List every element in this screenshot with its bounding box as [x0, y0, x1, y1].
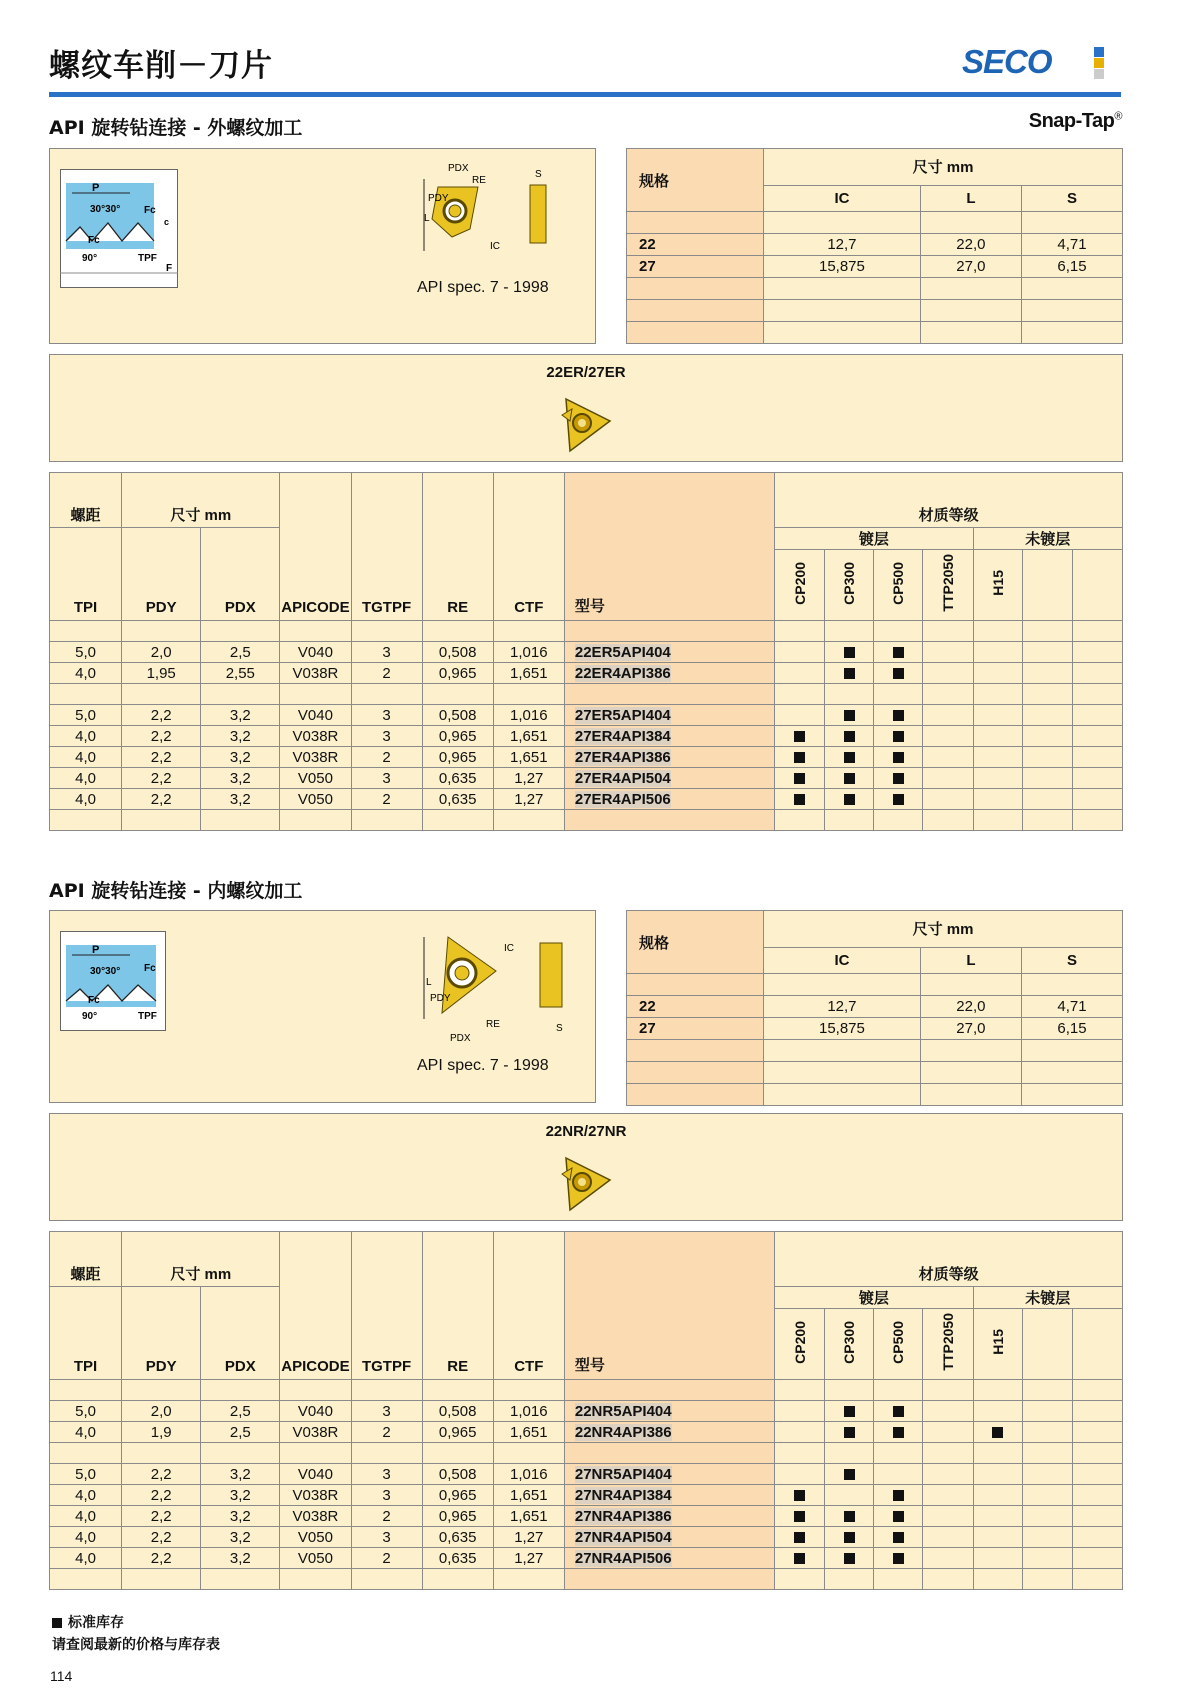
section-title-external: API 旋转钻连接 - 外螺纹加工: [49, 117, 303, 139]
stock-marker: [893, 668, 904, 679]
stock-marker: [794, 731, 805, 742]
insert-icon: [558, 393, 618, 455]
model-code: 22ER4API386: [574, 664, 671, 682]
svg-text:Fc: Fc: [144, 963, 156, 974]
model-code: 27ER4API504: [574, 769, 671, 787]
stock-marker: [893, 1406, 904, 1417]
table-row: 4,0 2,2 3,2 V038R 3 0,965 1,651 27ER4API384: [50, 726, 1123, 747]
table-row: 4,0 2,2 3,2 V050 2 0,635 1,27 27ER4API506: [50, 789, 1123, 810]
stock-marker: [794, 794, 805, 805]
stock-marker: [794, 1532, 805, 1543]
grade-header: CP300: [841, 561, 858, 605]
svg-text:IC: IC: [504, 943, 514, 954]
stock-marker: [844, 647, 855, 658]
svg-text:Fc: Fc: [88, 235, 100, 246]
model-code: 27NR4API386: [574, 1507, 672, 1525]
stock-marker: [844, 710, 855, 721]
dims-table-internal: 规格 尺寸 mm IC L S 22 12,7 22,0 4,71 27 15,875 27,0 6,15: [626, 910, 1123, 1106]
insert-dimension-figure: [420, 159, 580, 269]
insert-name: 22ER/27ER: [546, 364, 626, 381]
stock-marker: [893, 1427, 904, 1438]
stock-marker: [893, 1553, 904, 1564]
grade-header: H15: [989, 570, 1006, 596]
brand-name: SECO: [962, 43, 1052, 80]
table-row: 4,0 2,2 3,2 V050 2 0,635 1,27 27NR4API506: [50, 1548, 1123, 1569]
table-row: 5,0 2,2 3,2 V040 3 0,508 1,016 27ER5API404: [50, 705, 1123, 726]
table-row: 4,0 2,2 3,2 V038R 2 0,965 1,651 27NR4API386: [50, 1506, 1123, 1527]
grade-header: CP200: [791, 1320, 808, 1364]
thread-profile-figure: [60, 931, 166, 1031]
model-code: 27ER5API404: [574, 706, 671, 724]
spec-header: 规格: [627, 149, 764, 212]
stock-marker: [844, 752, 855, 763]
stock-marker: [794, 1490, 805, 1501]
svg-text:S: S: [556, 1023, 563, 1034]
svg-text:PDY: PDY: [428, 193, 449, 204]
stock-marker: [844, 731, 855, 742]
grade-header: CP500: [890, 1320, 907, 1364]
table-row: 4,0 2,2 3,2 V050 3 0,635 1,27 27ER4API504: [50, 768, 1123, 789]
page-number: 114: [50, 1668, 73, 1684]
figure-panel-internal: [49, 910, 596, 1103]
svg-text:S: S: [535, 169, 542, 180]
svg-text:P: P: [92, 182, 100, 194]
stock-marker: [893, 752, 904, 763]
table-row: 5,0 2,2 3,2 V040 3 0,508 1,016 27NR5API404: [50, 1464, 1123, 1485]
table-row: 4,0 2,2 3,2 V050 3 0,635 1,27 27NR4API504: [50, 1527, 1123, 1548]
model-code: 22NR4API386: [574, 1423, 672, 1441]
svg-text:30°30°: 30°30°: [90, 966, 121, 977]
stock-marker: [844, 1511, 855, 1522]
model-code: 27NR4API504: [574, 1528, 672, 1546]
svg-text:Fc: Fc: [88, 995, 100, 1006]
stock-marker: [844, 1553, 855, 1564]
grade-header: CP200: [791, 561, 808, 605]
insert-panel-internal: [49, 1113, 1123, 1221]
stock-marker: [893, 794, 904, 805]
figure-panel-external: [49, 148, 596, 344]
svg-text:Fc: Fc: [144, 205, 156, 216]
table-row: 4,0 2,2 3,2 V038R 2 0,965 1,651 27ER4API386: [50, 747, 1123, 768]
stock-marker: [794, 1553, 805, 1564]
svg-text:L: L: [426, 977, 432, 988]
page-title: 螺纹车削－刀片: [49, 48, 273, 84]
svg-text:F: F: [166, 263, 173, 274]
insert-table-external: 螺距 尺寸 mm APICODE TGTPF RE CTF 型号 材质等级 TPI PDY PDX 镀层 未镀层 CP200 CP300 CP500 TTP2050 H15 5,0 2,0 2,5 V040 3 0,508 1,016 22ER5API404 4,0 1,95 2,55 V038R 2 0,965 1,651 22ER4API386 5,0 2,2 3,2 V040 3 0,508 1,016 27ER5API404 4,0 2,2 3,2 V038R 3 0,965 1,651 27ER4API384 4,0 2,2 3,2 V038R 2 0,965 1,651 27ER4API386 4,0 2,2 3,2 V050 3 0,635 1,27 27ER4API504 4,0 2,2 3,2 V050 2 0,635 1,27 27ER4API506: [49, 472, 1123, 831]
thread-profile-figure: [60, 169, 178, 289]
svg-text:PDY: PDY: [430, 993, 451, 1004]
table-row: 4,0 1,95 2,55 V038R 2 0,965 1,651 22ER4API386: [50, 663, 1123, 684]
stock-note: 请查阅最新的价格与库存表: [52, 1636, 220, 1652]
model-code: 27NR4API506: [574, 1549, 672, 1567]
stock-marker: [844, 1406, 855, 1417]
spec-header: 规格: [627, 911, 764, 974]
stock-marker: [893, 1532, 904, 1543]
grade-header: H15: [989, 1329, 1006, 1355]
svg-text:c: c: [164, 217, 170, 227]
svg-text:30°30°: 30°30°: [90, 204, 121, 215]
insert-dimension-figure: [420, 921, 590, 1051]
insert-name: 22NR/27NR: [545, 1123, 627, 1140]
stock-marker: [893, 710, 904, 721]
table-row: 4,0 2,2 3,2 V038R 3 0,965 1,651 27NR4API384: [50, 1485, 1123, 1506]
stock-marker: [844, 1427, 855, 1438]
svg-text:90°: 90°: [82, 1011, 98, 1022]
stock-marker: [992, 1427, 1003, 1438]
stock-marker: [844, 668, 855, 679]
stock-marker: [844, 1469, 855, 1480]
model-code: 27ER4API384: [574, 727, 671, 745]
svg-text:RE: RE: [486, 1019, 500, 1030]
svg-text:IC: IC: [490, 241, 500, 252]
table-row: 4,0 1,9 2,5 V038R 2 0,965 1,651 22NR4API386: [50, 1422, 1123, 1443]
stock-marker: [893, 1511, 904, 1522]
insert-table-internal: 螺距 尺寸 mm APICODE TGTPF RE CTF 型号 材质等级 TPI PDY PDX 镀层 未镀层 CP200 CP300 CP500 TTP2050 H15 5,0 2,0 2,5 V040 3 0,508 1,016 22NR5API404 4,0 1,9 2,5 V038R 2 0,965 1,651 22NR4API386 5,0 2,2 3,2 V040 3 0,508 1,016 27NR5API404 4,0 2,2 3,2 V038R 3 0,965 1,651 27NR4API384 4,0 2,2 3,2 V038R 2 0,965 1,651 27NR4API386 4,0 2,2 3,2 V050 3 0,635 1,27 27NR4API504 4,0 2,2 3,2 V050 2 0,635 1,27 27NR4API506: [49, 1231, 1123, 1590]
section-title-internal: API 旋转钻连接 - 内螺纹加工: [49, 880, 303, 902]
svg-text:PDX: PDX: [450, 1033, 471, 1044]
stock-marker: [893, 647, 904, 658]
table-row: 5,0 2,0 2,5 V040 3 0,508 1,016 22ER5API404: [50, 642, 1123, 663]
model-code: 22ER5API404: [574, 643, 671, 661]
model-code: 27ER4API386: [574, 748, 671, 766]
svg-text:PDX: PDX: [448, 163, 469, 174]
model-code: 27ER4API506: [574, 790, 671, 808]
header-rule: [49, 92, 1121, 97]
svg-text:RE: RE: [472, 175, 486, 186]
model-code: 22NR5API404: [574, 1402, 672, 1420]
grade-header: TTP2050: [940, 554, 956, 612]
insert-panel-external: [49, 354, 1123, 462]
seco-logo: [962, 43, 1112, 80]
svg-text:TPF: TPF: [138, 253, 157, 264]
grade-header: TTP2050: [940, 1313, 956, 1371]
dims-table-external: 规格 尺寸 mm IC L S 22 12,7 22,0 4,71 27 15,875 27,0 6,15: [626, 148, 1123, 344]
figure-caption: API spec. 7 - 1998: [417, 279, 549, 296]
stock-marker: [844, 1532, 855, 1543]
model-code: 27NR5API404: [574, 1465, 672, 1483]
stock-marker: [794, 773, 805, 784]
stock-marker: [844, 773, 855, 784]
svg-text:L: L: [424, 213, 430, 224]
insert-icon: [558, 1152, 618, 1214]
stock-marker: [893, 1490, 904, 1501]
stock-marker: [893, 773, 904, 784]
product-name: Snap-Tap®: [1028, 110, 1122, 132]
model-code: 27NR4API384: [574, 1486, 672, 1504]
svg-text:TPF: TPF: [138, 1011, 157, 1022]
grade-header: CP300: [841, 1320, 858, 1364]
legend: 标准库存: [52, 1612, 124, 1632]
stock-marker: [893, 731, 904, 742]
figure-caption: API spec. 7 - 1998: [417, 1057, 549, 1074]
stock-marker: [844, 794, 855, 805]
stock-marker: [794, 1511, 805, 1522]
grade-header: CP500: [890, 561, 907, 605]
svg-text:P: P: [92, 944, 100, 956]
stock-marker: [794, 752, 805, 763]
svg-text:90°: 90°: [82, 253, 98, 264]
table-row: 5,0 2,0 2,5 V040 3 0,508 1,016 22NR5API404: [50, 1401, 1123, 1422]
